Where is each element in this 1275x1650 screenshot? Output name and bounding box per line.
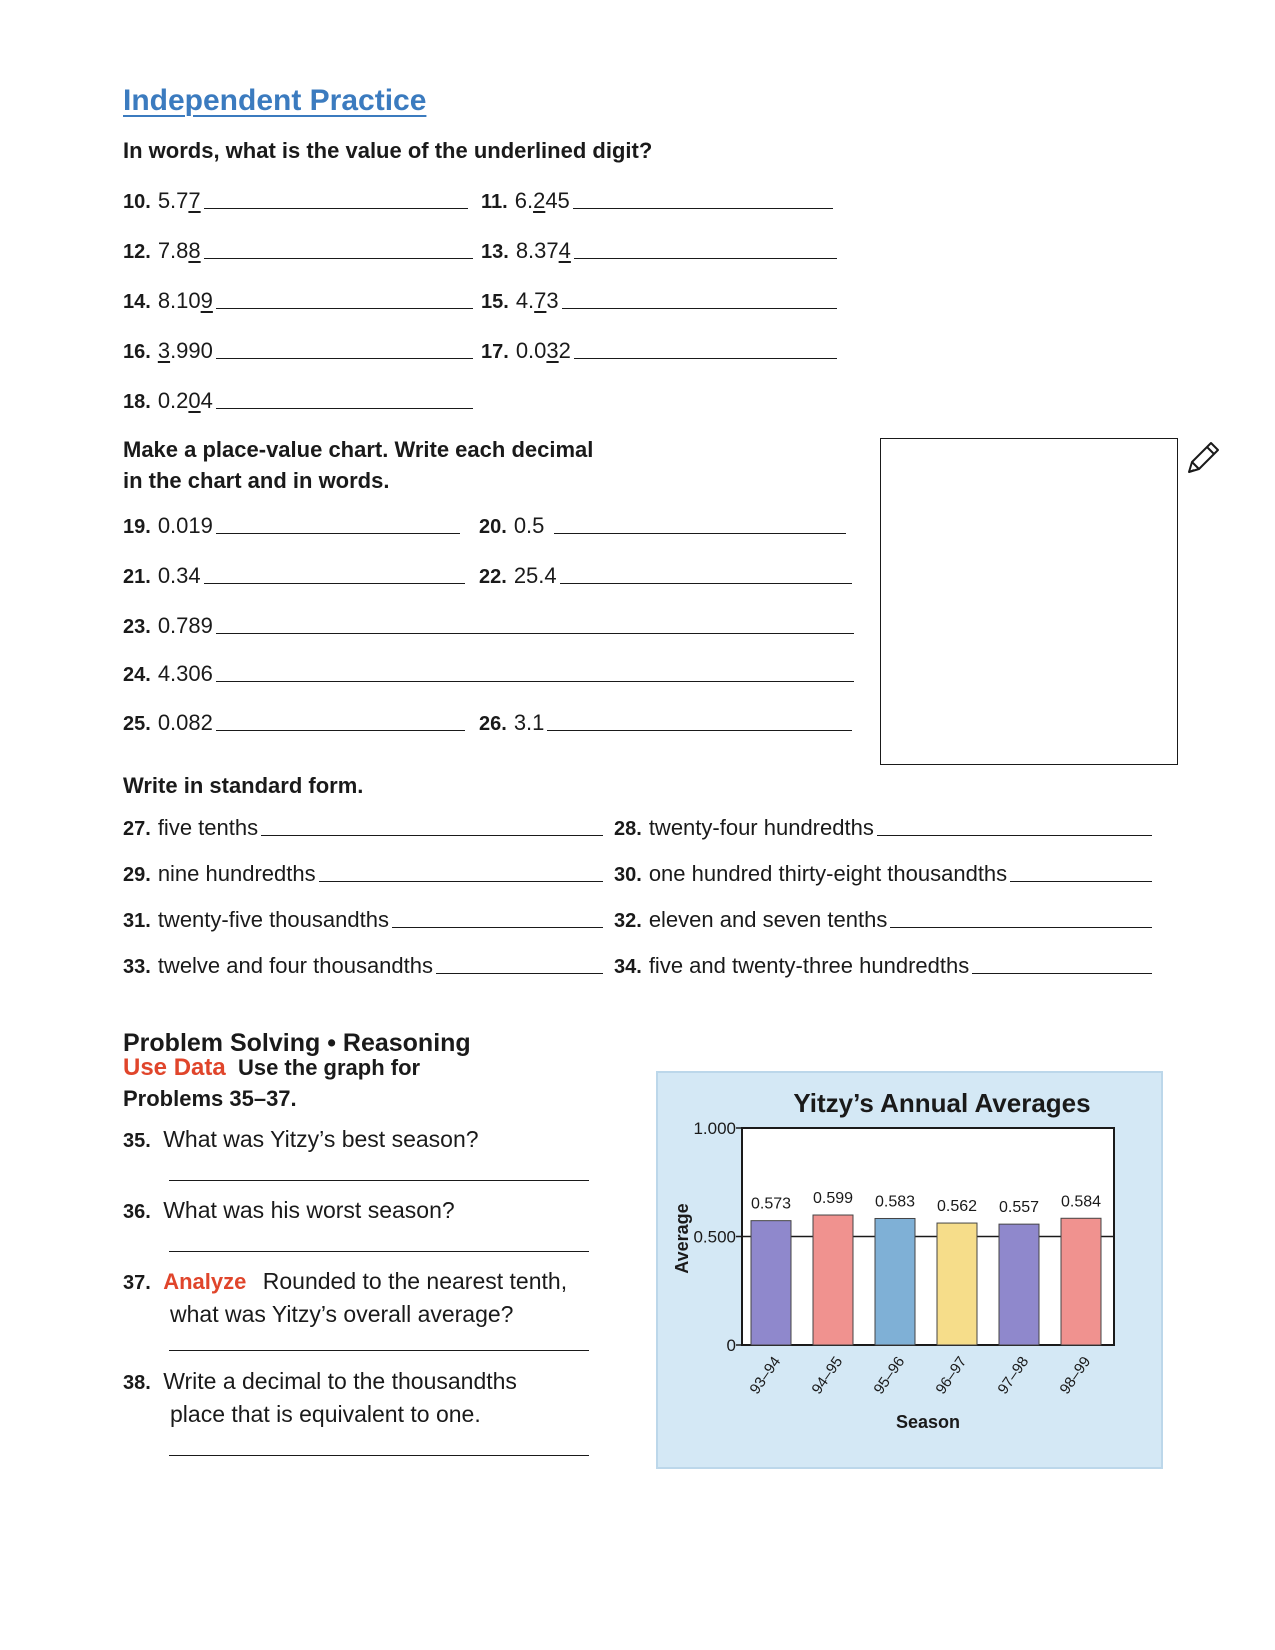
exercise-33	[123, 949, 603, 979]
answer-line[interactable]	[216, 408, 473, 409]
exercise-number: 31.	[123, 910, 151, 932]
digits-before: 8.37	[515, 238, 559, 263]
exercise-value	[516, 288, 559, 314]
answer-line[interactable]	[972, 973, 1152, 974]
y-tick-label: 0.500	[693, 1227, 736, 1247]
exercise-number: 29.	[123, 864, 151, 886]
question-38	[123, 1366, 517, 1430]
answer-line[interactable]	[392, 927, 603, 928]
x-tick-label: 95–96	[870, 1353, 909, 1398]
exercise-number: 10.	[123, 191, 151, 213]
exercise-24	[123, 657, 854, 687]
use-data-label: Use Data	[123, 1054, 226, 1081]
exercise-number: 23.	[123, 616, 151, 638]
exercise-7	[481, 334, 837, 364]
exercise-value: 0.082	[157, 710, 213, 735]
x-tick-label: 93–94	[746, 1353, 785, 1398]
exercise-value: eleven and seven tenths	[648, 907, 888, 932]
answer-line[interactable]	[877, 835, 1152, 836]
bar-95–96	[875, 1218, 915, 1345]
exercise-value: twelve and four thousandths	[157, 953, 433, 978]
underlined-digit: 7	[188, 188, 201, 213]
bar-96–97	[937, 1223, 977, 1345]
answer-line-37[interactable]	[169, 1350, 589, 1351]
exercise-value	[158, 238, 201, 264]
exercise-number: 27.	[123, 818, 151, 840]
exercise-value	[516, 238, 571, 264]
exercise-number: 12.	[123, 241, 151, 263]
digits-before: 0.2	[157, 388, 189, 413]
exercise-3	[481, 234, 837, 264]
use-data-instruction	[123, 1052, 420, 1114]
bar-value-label: 0.599	[812, 1190, 854, 1208]
answer-line[interactable]	[216, 533, 460, 534]
exercise-number: 19.	[123, 516, 151, 538]
answer-line[interactable]	[547, 730, 852, 731]
exercise-number: 34.	[614, 956, 642, 978]
section2-instruction-line1: Make a place-value chart. Write each decimal	[123, 437, 594, 462]
exercise-value	[158, 288, 213, 314]
exercise-number: 22.	[479, 566, 507, 588]
section2-instruction	[123, 434, 593, 496]
answer-line[interactable]	[204, 208, 468, 209]
use-data-text-line1: Use the graph for	[237, 1055, 421, 1080]
bar-value-label: 0.573	[750, 1195, 792, 1213]
question-text-line1: Write a decimal to the thousandths	[163, 1368, 517, 1394]
bar-value-label: 0.562	[936, 1198, 978, 1216]
analyze-label: Analyze	[163, 1269, 247, 1294]
question-37	[123, 1266, 567, 1330]
exercise-value: 0.019	[157, 513, 213, 538]
exercise-value: twenty-four hundredths	[648, 815, 874, 840]
chart-title: Yitzy’s Annual Averages	[793, 1088, 1091, 1118]
digits-before: 4.	[515, 288, 535, 313]
exercise-value: 0.5	[513, 513, 551, 538]
bar-value-label: 0.583	[874, 1193, 916, 1211]
question-text-line2: place that is equivalent to one.	[170, 1401, 481, 1427]
place-value-chart-box[interactable]	[880, 438, 1178, 765]
answer-line-36[interactable]	[169, 1251, 589, 1252]
answer-line[interactable]	[574, 358, 837, 359]
exercise-value	[158, 338, 213, 364]
answer-line[interactable]	[216, 633, 854, 634]
section2-instruction-line2: in the chart and in words.	[123, 468, 390, 493]
exercise-number: 17.	[481, 341, 509, 363]
exercise-value	[516, 338, 571, 364]
exercise-number: 16.	[123, 341, 151, 363]
question-number: 38.	[123, 1372, 151, 1394]
exercise-number: 15.	[481, 291, 509, 313]
underlined-digit: 0	[188, 388, 201, 413]
answer-line[interactable]	[216, 358, 473, 359]
answer-line[interactable]	[204, 258, 473, 259]
answer-line[interactable]	[573, 208, 833, 209]
digits-after: .990	[170, 338, 213, 363]
exercise-0	[123, 184, 468, 214]
digits-before: 6.	[514, 188, 534, 213]
exercise-value: twenty-five thousandths	[157, 907, 389, 932]
bar-93–94	[751, 1221, 791, 1345]
digits-before: 8.10	[157, 288, 201, 313]
digits-after: 2	[558, 338, 571, 363]
exercise-value: 25.4	[513, 563, 557, 588]
bar-98–99	[1061, 1218, 1101, 1345]
exercise-value	[515, 188, 570, 214]
question-text: What was his worst season?	[163, 1197, 455, 1223]
question-text: What was Yitzy’s best season?	[163, 1126, 479, 1152]
answer-line[interactable]	[562, 308, 837, 309]
exercise-value: nine hundredths	[157, 861, 316, 886]
underlined-digit: 8	[188, 238, 201, 263]
underlined-digit: 3	[546, 338, 559, 363]
underlined-digit: 7	[534, 288, 547, 313]
answer-line[interactable]	[216, 681, 854, 682]
page-title: Independent Practice	[123, 84, 427, 117]
exercise-23	[123, 609, 854, 639]
bar-value-label: 0.557	[998, 1199, 1040, 1217]
exercise-8	[123, 384, 473, 414]
exercise-value: 0.34	[157, 563, 201, 588]
exercise-value	[158, 188, 201, 214]
exercise-number: 11.	[481, 191, 508, 213]
x-axis-label: Season	[895, 1412, 961, 1432]
exercise-31	[123, 903, 603, 933]
question-text-line1: Rounded to the nearest tenth,	[262, 1268, 568, 1294]
exercise-value: 3.1	[513, 710, 545, 735]
digits-after: 3	[546, 288, 559, 313]
exercise-number: 24.	[123, 664, 151, 686]
answer-line[interactable]	[216, 308, 473, 309]
section1-instruction: In words, what is the value of the underlined digit?	[123, 138, 653, 163]
x-tick-label: 97–98	[994, 1353, 1033, 1398]
exercise-number: 28.	[614, 818, 642, 840]
exercise-number: 13.	[481, 241, 509, 263]
underlined-digit: 4	[558, 238, 571, 263]
exercise-number: 25.	[123, 713, 151, 735]
question-36	[123, 1195, 455, 1228]
problem-solving-heading: Problem Solving • Reasoning	[123, 1029, 471, 1057]
x-tick-label: 98–99	[1056, 1353, 1095, 1398]
exercise-number: 33.	[123, 956, 151, 978]
use-data-text-line2: Problems 35–37.	[123, 1086, 297, 1111]
exercise-value	[158, 388, 213, 414]
question-number: 37.	[123, 1272, 151, 1294]
digits-after: 45	[545, 188, 570, 213]
exercise-number: 32.	[614, 910, 642, 932]
y-tick-label: 1.000	[693, 1119, 736, 1138]
exercise-number: 30.	[614, 864, 642, 886]
y-axis-label: Average	[672, 1203, 692, 1274]
exercise-value: 0.789	[157, 613, 213, 638]
chart-panel	[656, 1071, 1163, 1469]
answer-line[interactable]	[216, 730, 465, 731]
pencil-icon	[1183, 438, 1223, 478]
exercise-number: 20.	[479, 516, 507, 538]
exercise-number: 18.	[123, 391, 151, 413]
underlined-digit: 9	[200, 288, 213, 313]
question-35	[123, 1124, 479, 1157]
exercise-value: one hundred thirty-eight thousandths	[648, 861, 1008, 886]
x-tick-label: 94–95	[808, 1353, 847, 1398]
exercise-26	[479, 706, 852, 736]
question-number: 35.	[123, 1130, 151, 1152]
answer-line[interactable]	[204, 583, 465, 584]
answer-line[interactable]	[554, 533, 846, 534]
bar-chart	[658, 1073, 1161, 1467]
answer-line[interactable]	[436, 973, 603, 974]
exercise-value: five tenths	[157, 815, 259, 840]
exercise-number: 14.	[123, 291, 151, 313]
bar-value-label: 0.584	[1060, 1193, 1102, 1211]
answer-line[interactable]	[890, 927, 1152, 928]
exercise-20	[479, 509, 846, 539]
exercise-27	[123, 811, 603, 841]
bar-97–98	[999, 1224, 1039, 1345]
answer-line-38[interactable]	[169, 1455, 589, 1456]
exercise-2	[123, 234, 473, 264]
answer-line-35[interactable]	[169, 1180, 589, 1181]
exercise-19	[123, 509, 460, 539]
exercise-25	[123, 706, 465, 736]
exercise-number: 21.	[123, 566, 151, 588]
bar-94–95	[813, 1215, 853, 1345]
exercise-value: 4.306	[157, 661, 213, 686]
underlined-digit: 2	[533, 188, 546, 213]
answer-line[interactable]	[574, 258, 837, 259]
exercise-30	[614, 857, 1152, 887]
digits-before: 5.7	[157, 188, 189, 213]
exercise-29	[123, 857, 603, 887]
question-number: 36.	[123, 1201, 151, 1223]
exercise-22	[479, 559, 852, 589]
underlined-digit: 3	[157, 338, 171, 363]
digits-after: 4	[200, 388, 213, 413]
exercise-1	[481, 184, 833, 214]
answer-line[interactable]	[560, 583, 852, 584]
exercise-5	[481, 284, 837, 314]
exercise-34	[614, 949, 1152, 979]
exercise-6	[123, 334, 473, 364]
answer-line[interactable]	[319, 881, 603, 882]
exercise-28	[614, 811, 1152, 841]
exercise-value: five and twenty-three hundredths	[648, 953, 970, 978]
section3-instruction: Write in standard form.	[123, 773, 364, 798]
exercise-21	[123, 559, 465, 589]
answer-line[interactable]	[261, 835, 603, 836]
exercise-4	[123, 284, 473, 314]
digits-before: 7.8	[157, 238, 189, 263]
digits-before: 0.0	[515, 338, 547, 363]
answer-line[interactable]	[1010, 881, 1152, 882]
exercise-number: 26.	[479, 713, 507, 735]
question-text-line2: what was Yitzy’s overall average?	[170, 1301, 514, 1327]
y-tick-label: 0	[726, 1336, 736, 1355]
exercise-32	[614, 903, 1152, 933]
x-tick-label: 96–97	[932, 1353, 971, 1398]
